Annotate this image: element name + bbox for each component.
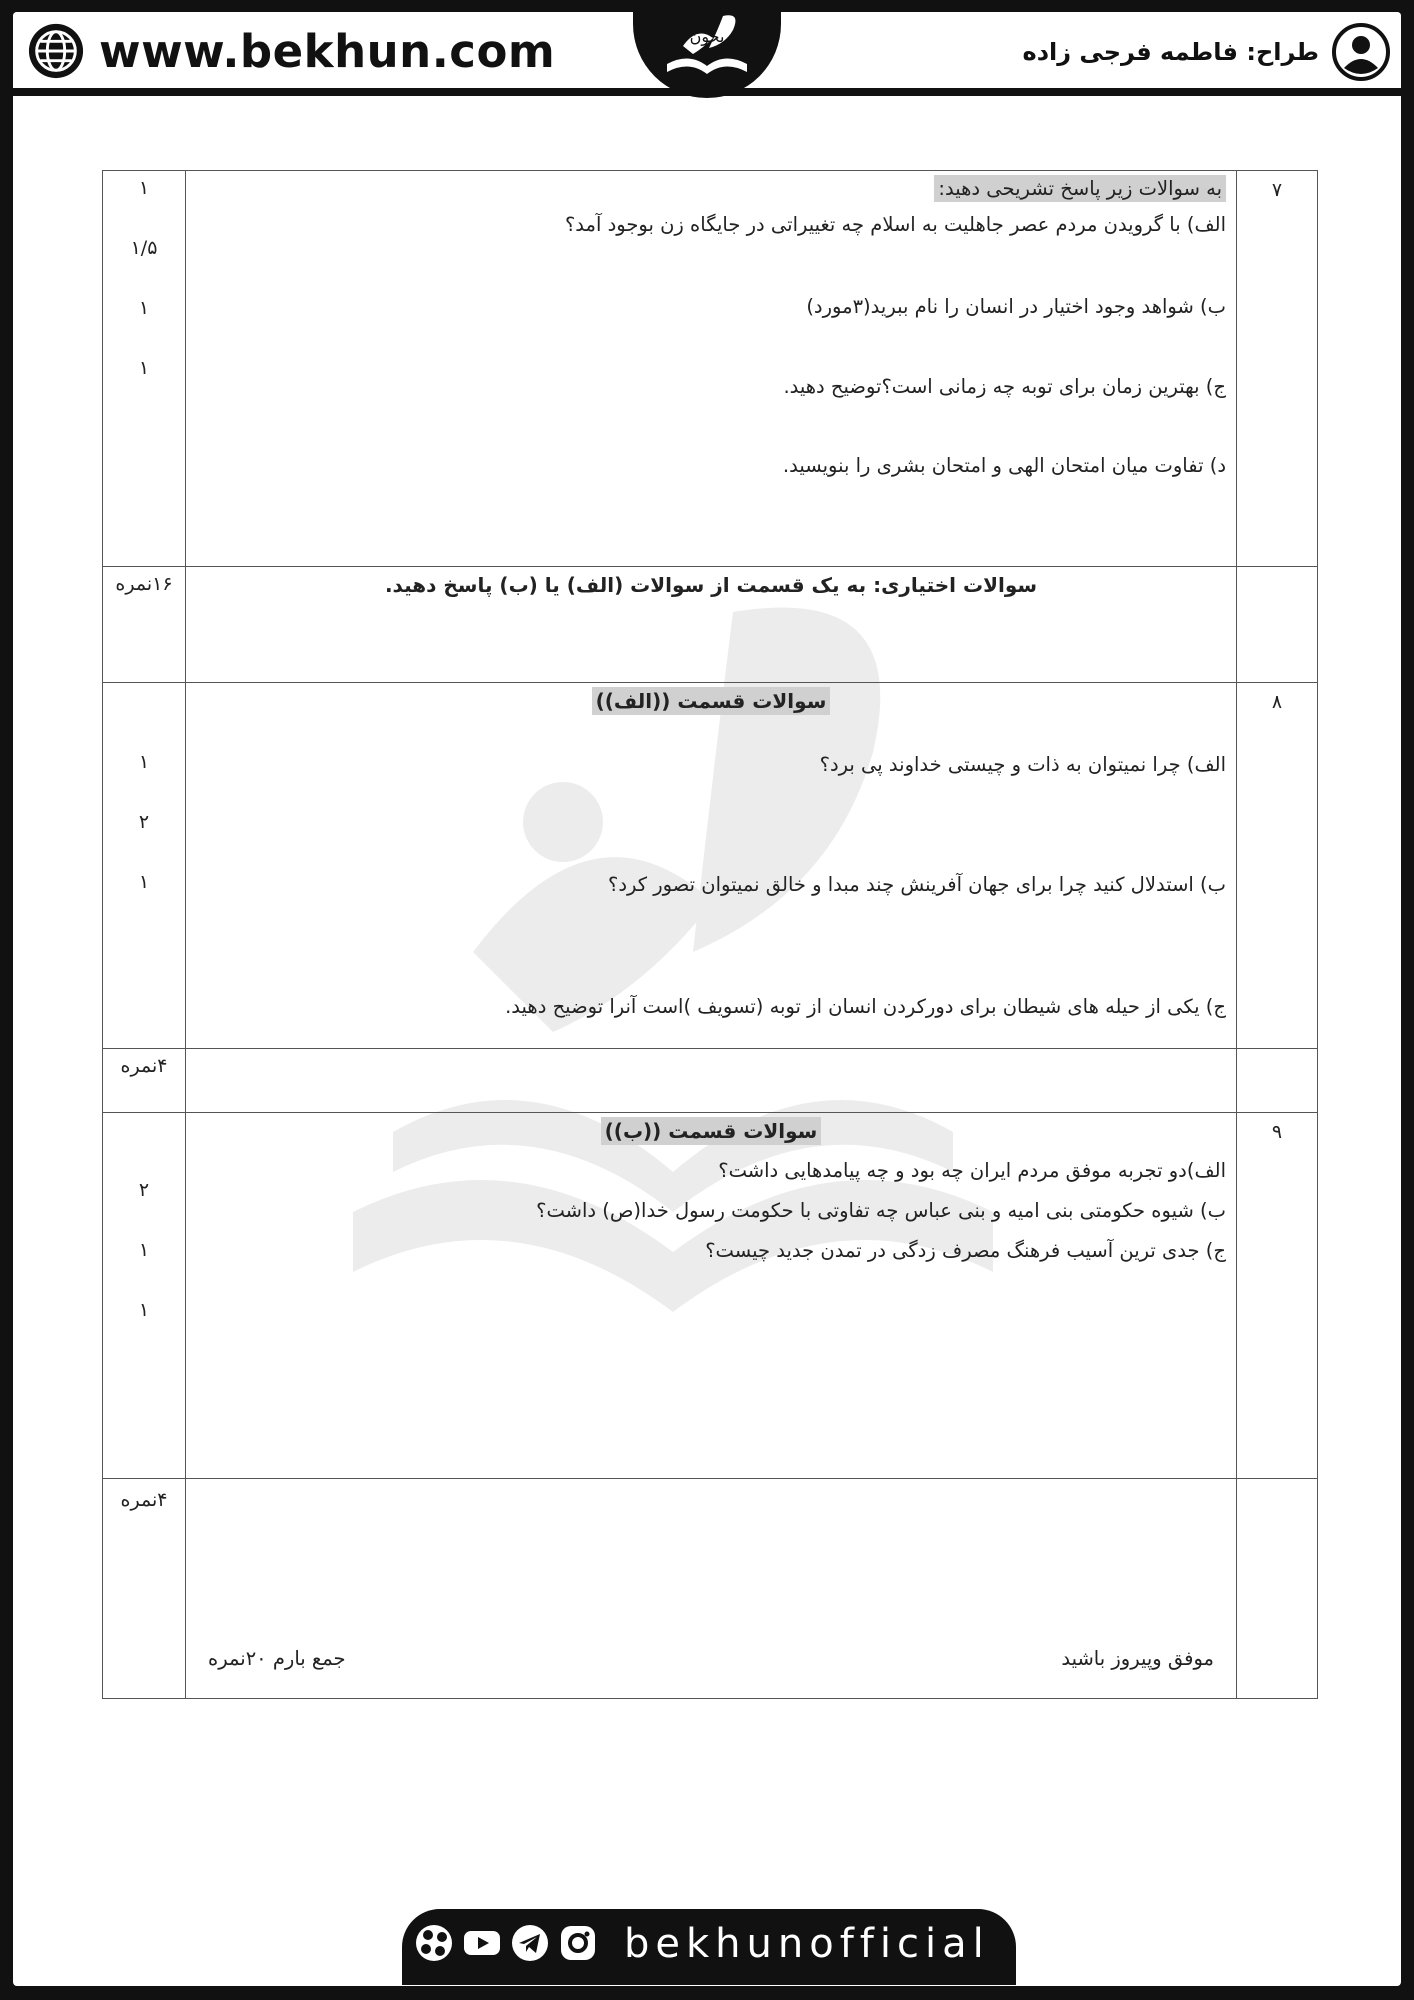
- q8-item-c: ج) یکی از حیله های شیطان برای دورکردن انسان از توبه (تسویف )است آنرا توضیح دهید.: [505, 995, 1226, 1018]
- social-icons: [414, 1923, 598, 1963]
- q9-title: سوالات قسمت ((ب)): [601, 1117, 822, 1145]
- total-score-text: جمع بارم ۲۰نمره: [208, 1647, 346, 1670]
- book-pen-logo: [653, 12, 761, 88]
- svg-text:بخون: بخون: [689, 27, 725, 46]
- good-luck-text: موفق وپیروز باشید: [1061, 1647, 1214, 1670]
- score: ۱: [138, 871, 150, 893]
- designer-name: طراح: فاطمه فرجی زاده: [1022, 38, 1319, 66]
- score: ۱: [138, 1239, 150, 1261]
- aparat-icon[interactable]: [414, 1923, 454, 1963]
- q7-item-d: د) تفاوت میان امتحان الهی و امتحان بشری را بنویسید.: [782, 454, 1226, 477]
- question-number: ۷: [1237, 171, 1318, 567]
- question-9-scores: [103, 1113, 186, 1479]
- question-number: ۸: [1237, 683, 1318, 1049]
- social-footer: [402, 1909, 1016, 1985]
- score: ۱: [138, 357, 150, 379]
- globe-icon: [27, 22, 85, 80]
- page-header: [13, 12, 1401, 96]
- question-8-body: [186, 683, 1237, 1049]
- final-score: ۴نمره: [120, 1489, 168, 1511]
- q9-item-b: ب) شیوه حکومتی بنی امیه و بنی عباس چه تفاوتی با حکومت رسول خدا(ص) داشت؟: [536, 1199, 1226, 1222]
- score: ۲: [138, 1179, 150, 1201]
- score: ۲: [138, 811, 150, 833]
- score: ۱: [138, 177, 150, 199]
- score: ۱: [138, 297, 150, 319]
- final-row: [103, 1479, 1318, 1699]
- q7-title: به سوالات زیر پاسخ تشریحی دهید:: [934, 175, 1226, 202]
- question-7-row: [103, 171, 1318, 567]
- question-8-row: [103, 683, 1318, 1049]
- question-9-body: [186, 1113, 1237, 1479]
- score: ۱/۵: [130, 237, 158, 259]
- score: ۱: [138, 751, 150, 773]
- question-number: ۹: [1237, 1113, 1318, 1479]
- website-link[interactable]: [27, 22, 555, 80]
- optional-instruction-row: [103, 567, 1318, 683]
- instagram-icon[interactable]: [558, 1923, 598, 1963]
- youtube-icon[interactable]: [462, 1923, 502, 1963]
- q7-item-b: ب) شواهد وجود اختیار در انسان را نام ببرید(۳مورد): [806, 295, 1226, 318]
- q9-item-a: الف)دو تجربه موفق مردم ایران چه بود و چه پیامدهایی داشت؟: [718, 1159, 1226, 1182]
- brand-logo: [633, 12, 781, 98]
- question-7-body: [186, 171, 1237, 567]
- telegram-icon[interactable]: [510, 1923, 550, 1963]
- social-handle[interactable]: bekhunofficial: [624, 1921, 990, 1967]
- q8-title: سوالات قسمت ((الف)): [592, 687, 831, 715]
- q7-item-c: ج) بهترین زمان برای توبه چه زمانی است؟توضیح دهید.: [783, 375, 1226, 398]
- user-avatar-icon: [1331, 22, 1391, 82]
- q8-item-b: ب) استدلال کنید چرا برای جهان آفرینش چند مبدا و خالق نمیتوان تصور کرد؟: [607, 873, 1226, 896]
- website-text: www.bekhun.com: [99, 24, 556, 78]
- score: ۱: [138, 1299, 150, 1321]
- question-8-total-row: [103, 1049, 1318, 1113]
- exam-table: [102, 170, 1318, 1699]
- optional-score: ۱۶نمره: [115, 573, 173, 595]
- designer-credit: [1023, 22, 1391, 82]
- question-8-scores: [103, 683, 186, 1049]
- question-7-scores: [103, 171, 186, 567]
- q7-item-a: الف) با گرویدن مردم عصر جاهلیت به اسلام چه تغییراتی در جایگاه زن بوجود آمد؟: [564, 213, 1226, 236]
- q8-total-score: ۴نمره: [120, 1055, 168, 1077]
- question-9-row: [103, 1113, 1318, 1479]
- q9-item-c: ج) جدی ترین آسیب فرهنگ مصرف زدگی در تمدن جدید چیست؟: [705, 1239, 1226, 1262]
- q8-item-a: الف) چرا نمیتوان به ذات و چیستی خداوند پی برد؟: [819, 753, 1226, 776]
- optional-instruction: سوالات اختیاری: به یک قسمت از سوالات (الف) یا (ب) پاسخ دهید.: [384, 573, 1038, 597]
